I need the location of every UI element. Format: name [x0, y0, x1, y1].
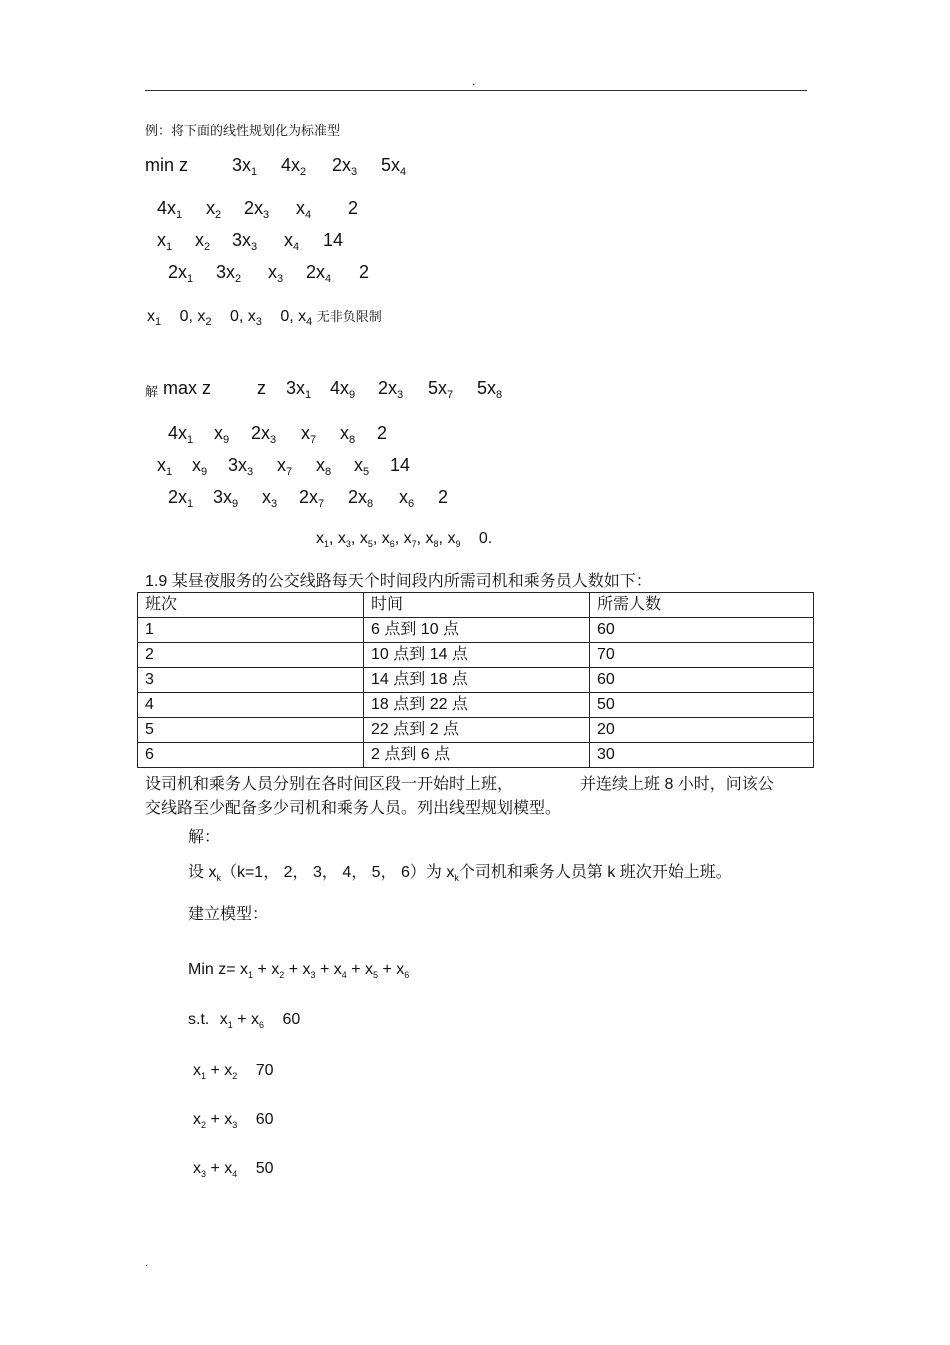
table-row	[138, 618, 814, 643]
solution-nonneg: $x_1$, $x_3$, $x_5$, $x_6$, $x_7$, $x_8$, $x_9$ 0.	[316, 530, 493, 549]
table-cell: 30	[590, 743, 814, 768]
solution-objective-head: max z	[163, 378, 212, 398]
table-cell: 2	[138, 643, 364, 668]
table-cell: 4	[138, 693, 364, 718]
solve-label: 解：	[188, 829, 221, 846]
table-header-cell: 时间	[364, 593, 590, 618]
table-cell: 60	[590, 618, 814, 643]
solution-obj-term-4: $5x_7$	[428, 378, 454, 401]
table-cell: 50	[590, 693, 814, 718]
table-cell: 5	[138, 718, 364, 743]
table-row	[138, 718, 814, 743]
example-obj-term-1: $3x_1$	[232, 155, 258, 178]
footer-mark: .	[145, 1255, 149, 1269]
model-objective: Min $z= x_1 + x_2 + x_3 + x_4 + x_5 + x_6$	[188, 961, 410, 980]
table-header-row	[138, 593, 814, 618]
table-row	[138, 743, 814, 768]
table-cell: 14 点到 18 点	[364, 668, 590, 693]
model-constraint-2: $x_1 + x_2$ 70	[193, 1062, 274, 1081]
example-bounds: $x_1$ 0, $x_2$ 0, $x_3$ 0, $x_4$ 无非负限制	[147, 308, 382, 328]
example-obj-term-4: $5x_4$	[381, 155, 407, 178]
variable-definition: 设 $x_k(k=1$， 2， 3， 4， 5， 6）为 $x_k$个司机和乘务人员第 k 班次开始上班。	[188, 864, 732, 883]
header-mark: .	[472, 74, 476, 88]
example-title: 例：将下面的线性规划化为标准型	[145, 123, 341, 138]
solution-obj-term-5: $5x_8$	[477, 378, 503, 401]
table-cell: 20	[590, 718, 814, 743]
table-row	[138, 643, 814, 668]
table-cell: 1	[138, 618, 364, 643]
table-cell: 6 点到 10 点	[364, 618, 590, 643]
table-row	[138, 668, 814, 693]
shift-table	[137, 592, 814, 768]
table-cell: 18 点到 22 点	[364, 693, 590, 718]
solution-objective-z: z	[257, 378, 266, 398]
solution-obj-term-1: $3x_1$	[286, 378, 312, 401]
table-cell: 2 点到 6 点	[364, 743, 590, 768]
model-constraint-4: $x_3 + x_4$ 50	[193, 1160, 274, 1179]
header-rule	[145, 90, 807, 91]
table-cell: 70	[590, 643, 814, 668]
model-constraint-3: $x_2 + x_3$ 60	[193, 1111, 274, 1130]
table-cell: 6	[138, 743, 364, 768]
table-cell: 3	[138, 668, 364, 693]
problem-desc-1a: 设司机和乘务人员分别在各时间区段一开始时上班，	[145, 776, 514, 793]
table-cell: 22 点到 2 点	[364, 718, 590, 743]
example-objective	[145, 155, 188, 176]
solution-obj-term-3: $2x_3$	[378, 378, 404, 401]
example-obj-term-2: $4x_2$	[281, 155, 307, 178]
build-label: 建立模型：	[188, 906, 269, 923]
problem-desc-2: 交线路至少配备多少司机和乘务人员。列出线型规划模型。	[145, 800, 562, 817]
example-obj-term-3: $2x_3$	[332, 155, 358, 178]
problem-title: 1.9 某昼夜服务的公交线路每天个时间段内所需司机和乘务员人数如下：	[145, 573, 652, 590]
table-header-cell: 班次	[138, 593, 364, 618]
table-cell: 60	[590, 668, 814, 693]
problem-desc-1b: 并连续上班 8 小时，问该公	[580, 776, 774, 793]
table-header-cell: 所需人数	[590, 593, 814, 618]
table-row	[138, 693, 814, 718]
model-constraint-1: s.t. $x_1 + x_6$ 60	[188, 1011, 301, 1030]
table-cell: 10 点到 14 点	[364, 643, 590, 668]
solution-obj-term-2: $4x_9$	[330, 378, 356, 401]
solution-label: 解	[145, 384, 159, 399]
objective-head: min z	[145, 155, 189, 175]
